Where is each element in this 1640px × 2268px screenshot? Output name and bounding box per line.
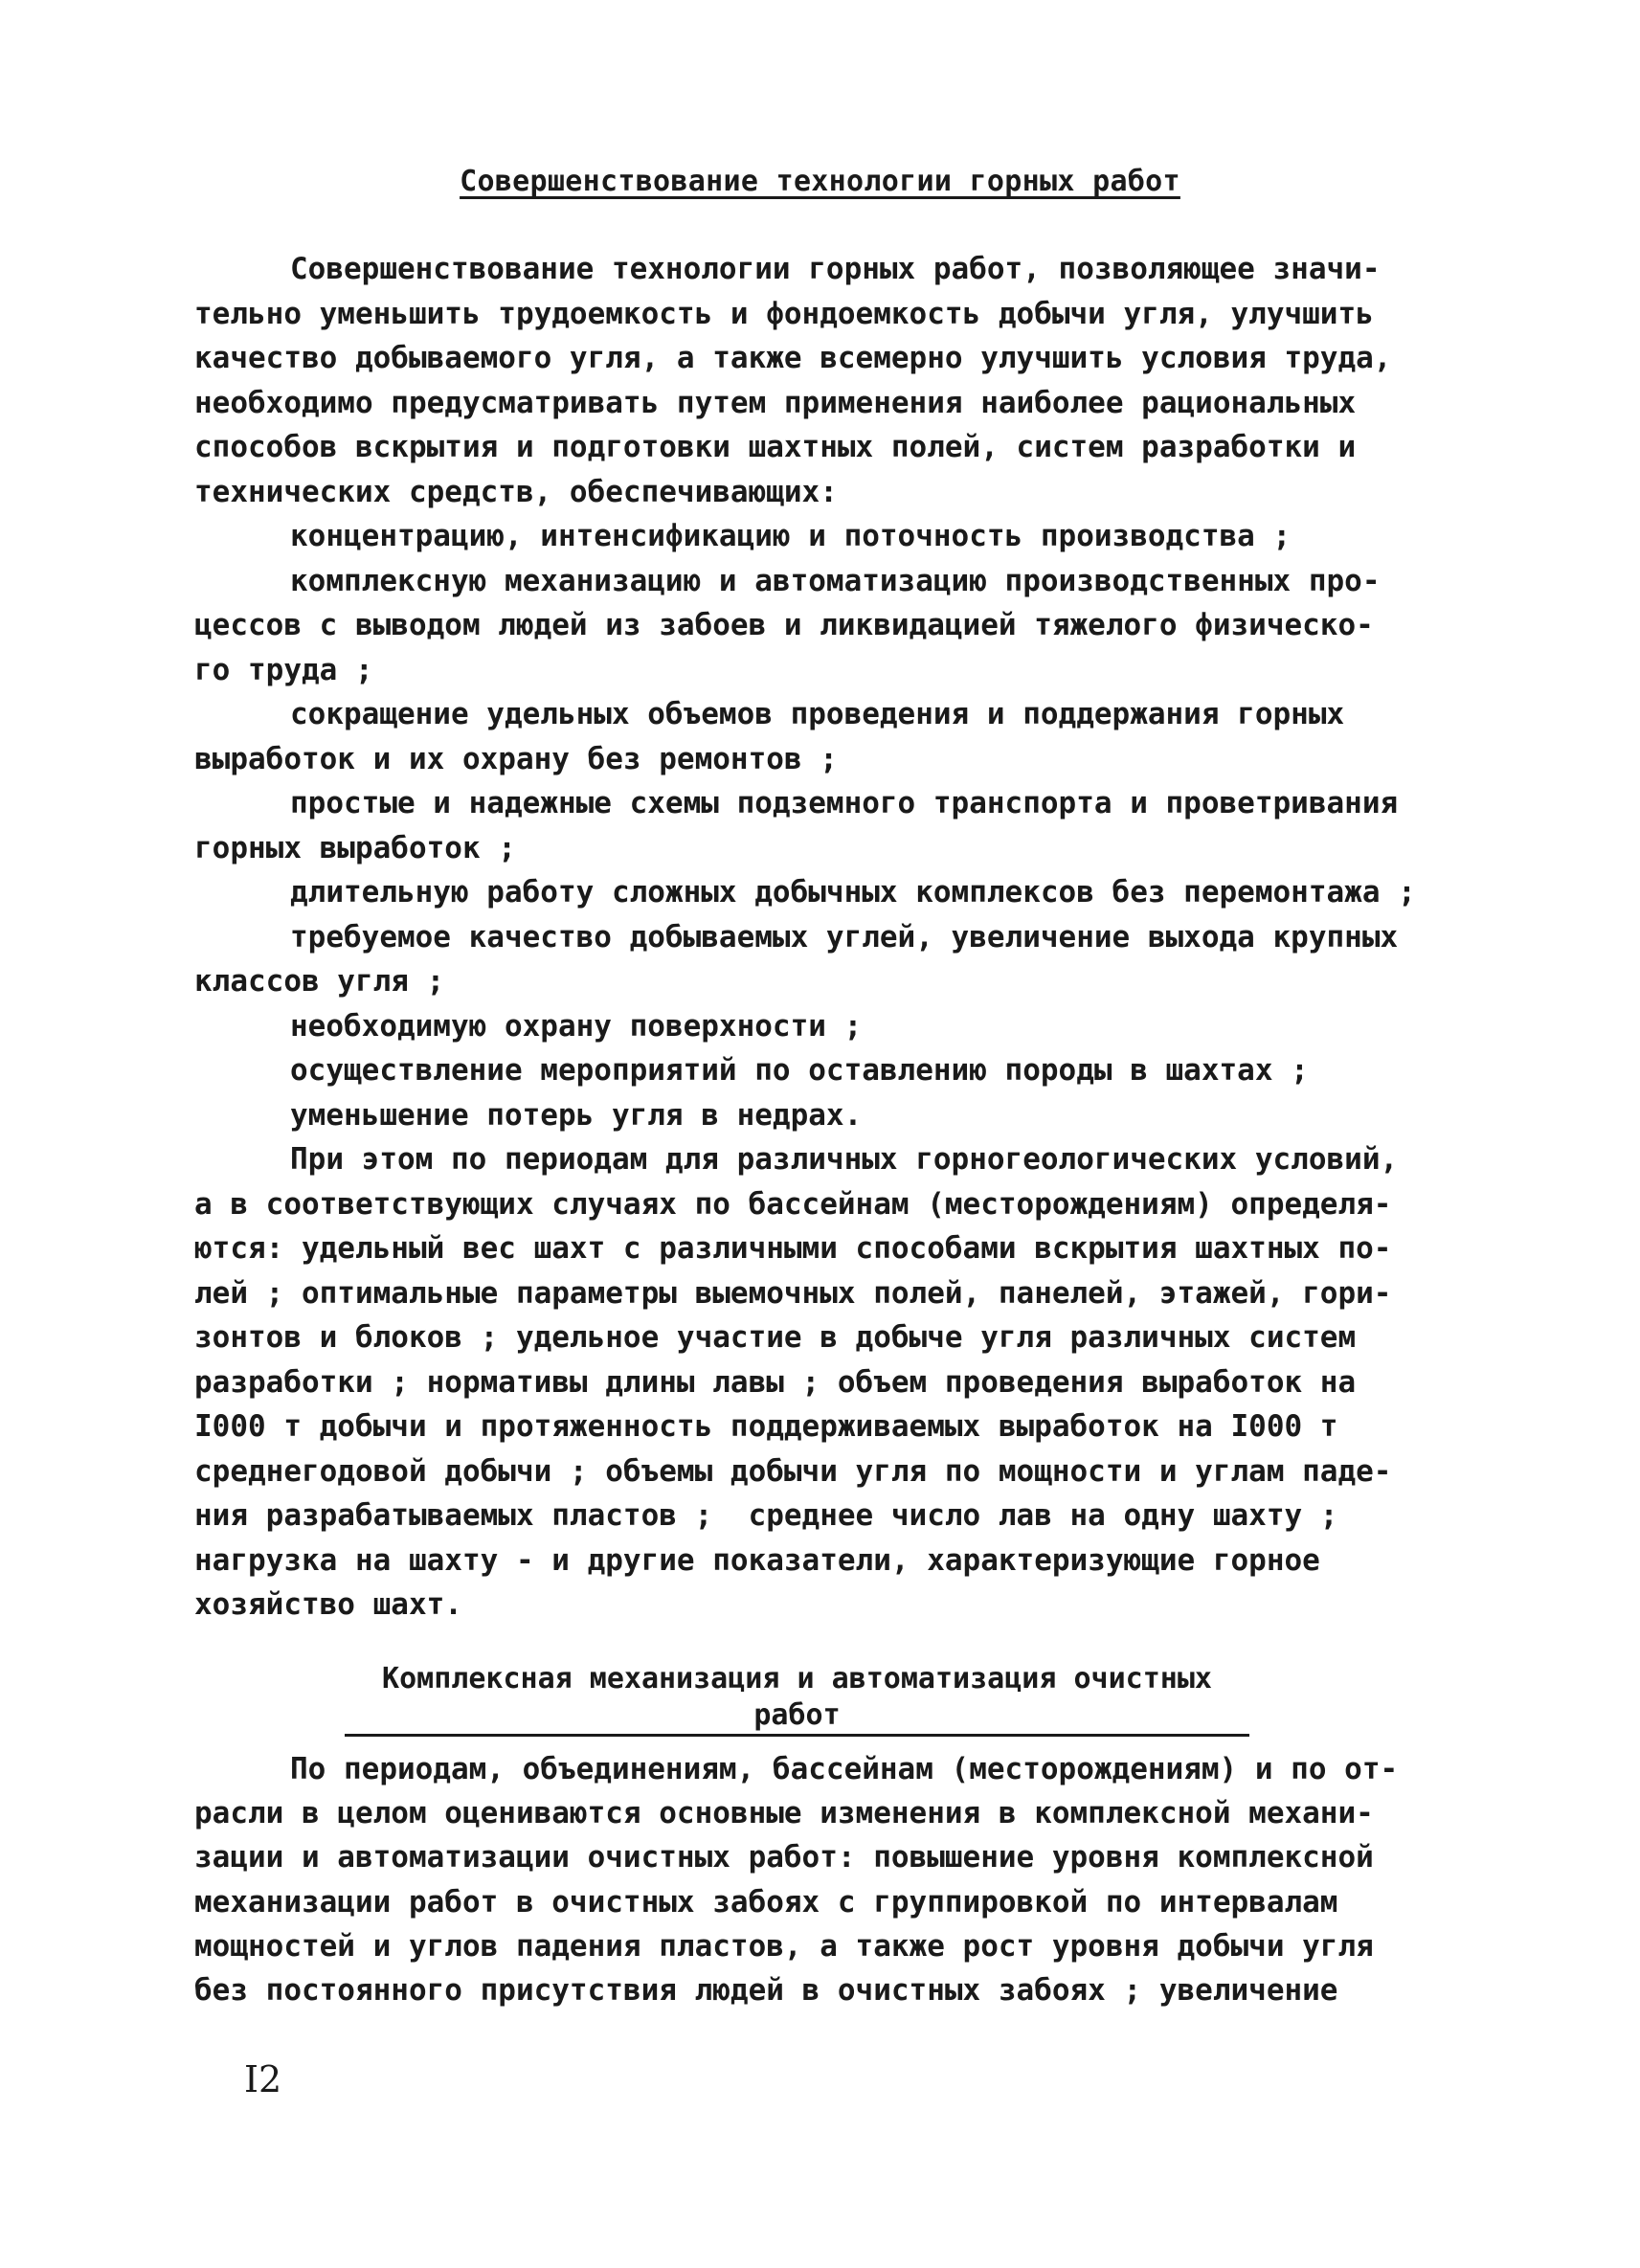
text-line: длительную работу сложных добычных комплексов без перемонтажа ;	[290, 875, 1416, 909]
text-line: классов угля ;	[194, 964, 445, 999]
text-line: сокращение удельных объемов проведения и поддержания горных	[290, 697, 1345, 731]
text-line: комплексную механизацию и автоматизацию производственных про-	[290, 563, 1381, 598]
text-line: среднегодовой добычи ; объемы добычи угля по мощности и углам паде-	[194, 1453, 1392, 1489]
text-line: механизации работ в очистных забоях с группировкой по интервалам	[194, 1884, 1338, 1920]
text-line: способов вскрытия и подготовки шахтных полей, систем разработки и	[194, 430, 1357, 464]
text-line: без постоянного присутствия людей в очистных забоях ; увеличение	[194, 1973, 1338, 2008]
text-line: уменьшение потерь угля в недрах.	[290, 1097, 863, 1133]
text-line: расли в целом оцениваются основные изменения в комплексной механи-	[194, 1796, 1374, 1831]
text-line: необходимо предусматривать путем применения наиболее рациональных	[194, 385, 1357, 420]
text-line: Совершенствование технологии горных работ, позволяющее значи-	[290, 252, 1381, 286]
text-line: цессов с выводом людей из забоев и ликвидацией тяжелого физическо-	[194, 608, 1374, 642]
text-line: го труда ;	[194, 652, 373, 687]
text-line: ются: удельный вес шахт с различными способами вскрытия шахтных по-	[194, 1231, 1392, 1266]
text-line: горных выработок ;	[194, 830, 516, 865]
text-line: I000 т добычи и протяженность поддерживаемых выработок на I000 т	[194, 1409, 1338, 1444]
heading-text: Совершенствование технологии горных работ	[460, 165, 1180, 198]
page-number: I2	[244, 2058, 282, 2100]
text-line: тельно уменьшить трудоемкость и фондоемкость добычи угля, улучшить	[194, 296, 1374, 331]
heading-line-1: Комплексная механизация и автоматизация очистных	[382, 1662, 1212, 1695]
text-line: При этом по периодам для различных горногеологических условий,	[290, 1142, 1399, 1177]
heading-line-2: работ	[345, 1697, 1249, 1737]
section-heading-mining-technology	[0, 165, 1640, 198]
text-line: зонтов и блоков ; удельное участие в добыче угля различных систем	[194, 1320, 1357, 1355]
text-line: требуемое качество добываемых углей, увеличение выхода крупных	[290, 919, 1399, 954]
text-line: зации и автоматизации очистных работ: повышение уровня комплексной	[194, 1840, 1374, 1875]
text-line: качество добываемого угля, а также всемерно улучшить условия труда,	[194, 341, 1392, 375]
text-line: хозяйство шахт.	[194, 1587, 462, 1622]
text-line: лей ; оптимальные параметры выемочных полей, панелей, этажей, гори-	[194, 1275, 1392, 1311]
text-line: осуществление мероприятий по оставлению породы в шахтах ;	[290, 1053, 1309, 1088]
text-line: ния разрабатываемых пластов ; среднее число лав на одну шахту ;	[194, 1498, 1338, 1533]
text-line: разработки ; нормативы длины лавы ; объем проведения выработок на	[194, 1364, 1357, 1400]
text-line: мощностей и углов падения пластов, а также рост уровня добычи угля	[194, 1928, 1374, 1964]
text-line: концентрацию, интенсификацию и поточность производства ;	[290, 519, 1292, 553]
text-line: необходимую охрану поверхности ;	[290, 1008, 863, 1044]
text-line: нагрузка на шахту - и другие показатели, характеризующие горное	[194, 1542, 1320, 1578]
text-line: По периодам, объединениям, бассейнам (месторождениям) и по от-	[290, 1752, 1399, 1786]
text-line: простые и надежные схемы подземного транспорта и проветривания	[290, 786, 1399, 820]
text-line: выработок и их охрану без ремонтов ;	[194, 741, 838, 776]
text-line: технических средств, обеспечивающих:	[194, 474, 838, 509]
text-line: а в соответствующих случаях по бассейнам (месторождениям) определя-	[194, 1186, 1392, 1222]
section-heading-mechanization	[345, 1661, 1249, 1737]
